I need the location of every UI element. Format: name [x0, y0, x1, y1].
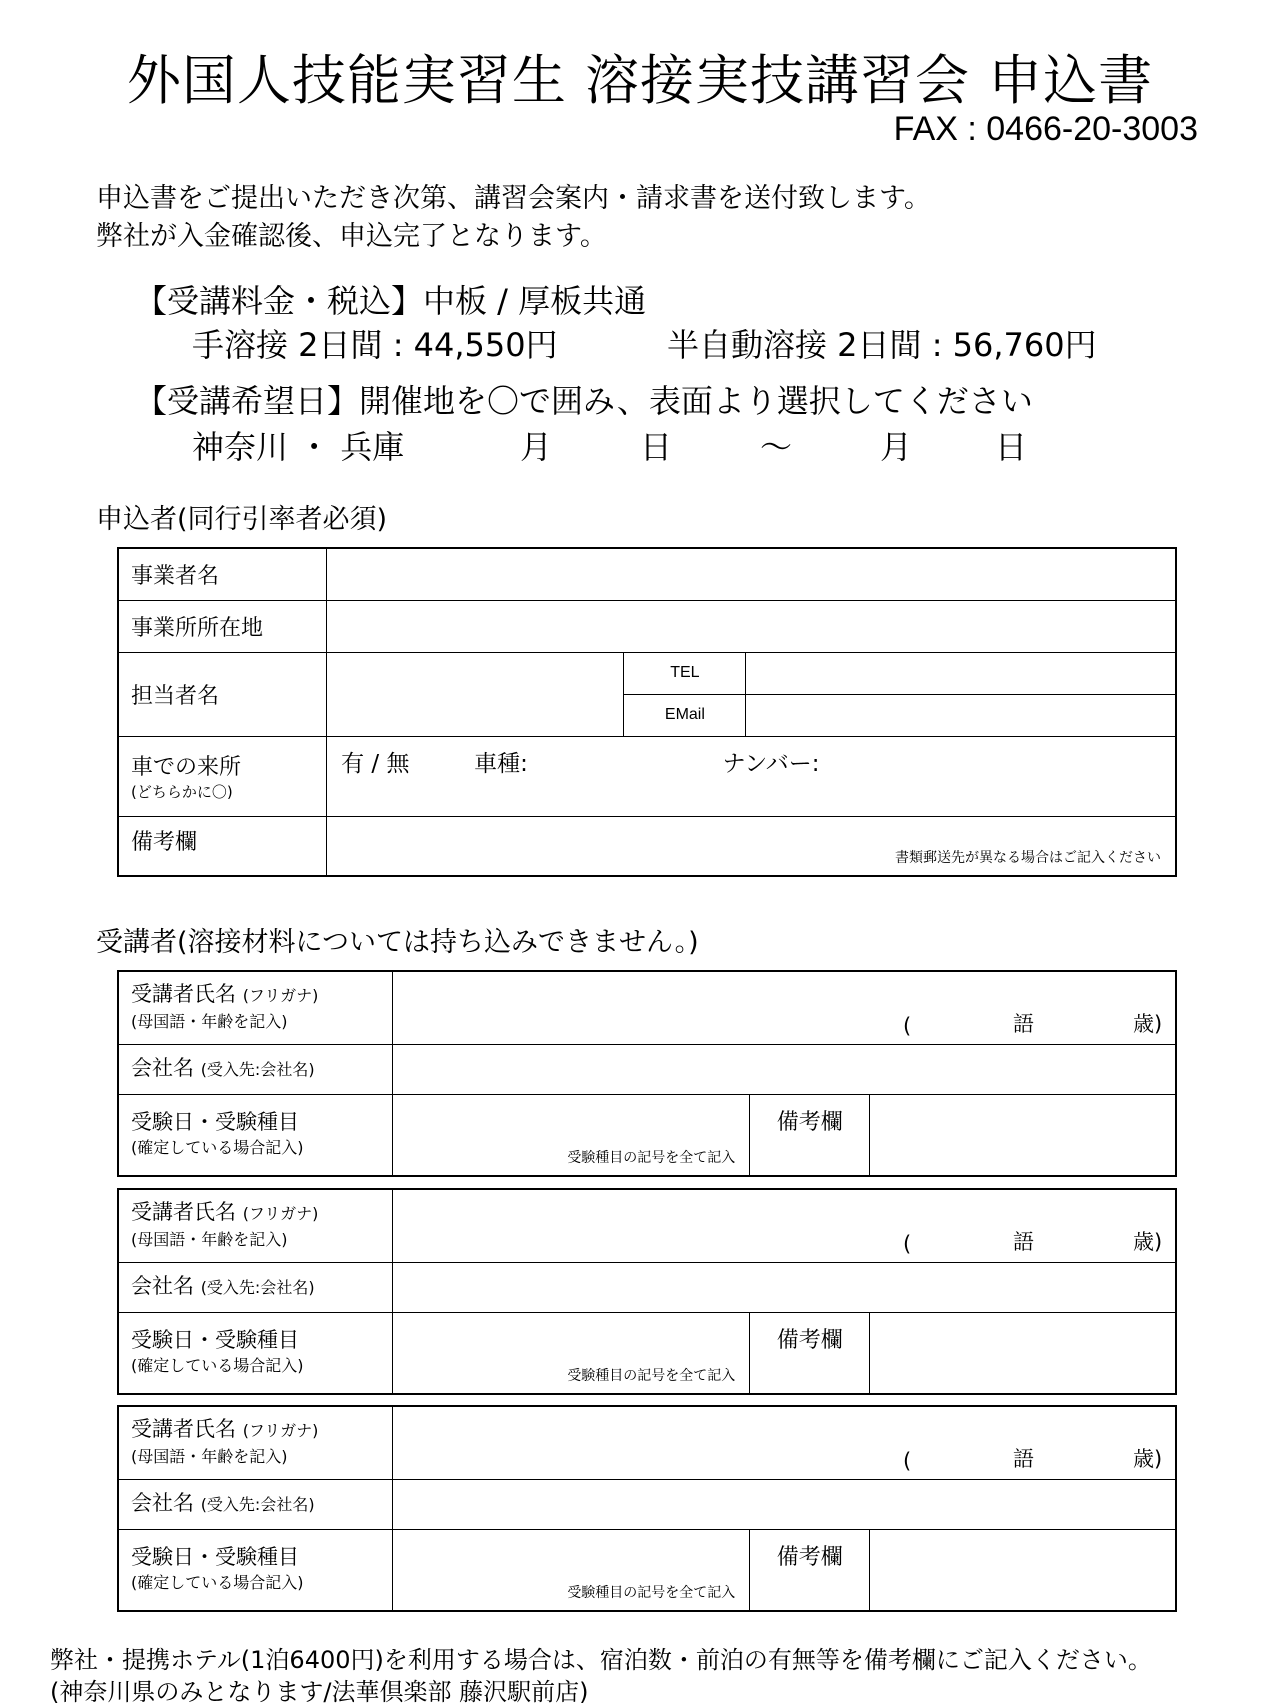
trainee-company-field[interactable] [393, 1479, 1176, 1529]
trainee-name-field[interactable] [393, 971, 1176, 1044]
trainee-remarks-label: 備考欄 [750, 1529, 870, 1611]
age-open-paren: ( [903, 1231, 912, 1256]
trainee-furigana-label: (フリガナ) [242, 985, 319, 1005]
trainee-name-field[interactable] [393, 1189, 1176, 1262]
trainee-exam-sub-label: (確定している場合記入) [131, 1137, 304, 1157]
trainee-name-label-cell [118, 1406, 393, 1479]
hotel-note: 弊社・提携ホテル(1泊6400円)を利用する場合は、宿泊数・前泊の有無等を備考欄にご記入ください。 [50, 1646, 1152, 1674]
address-row [118, 600, 1176, 652]
fee-semi-auto-welding: 半自動溶接 2日間 : 56,760円 [667, 326, 1097, 364]
applicant-table [117, 547, 1177, 877]
trainee-company-label-cell [118, 1044, 393, 1094]
trainee-table [117, 1188, 1177, 1395]
trainee-company-sub-label: (受入先:会社名) [200, 1278, 315, 1297]
trainee-exam-row [118, 1094, 1176, 1176]
trainee-company-row [118, 1044, 1176, 1094]
trainee-company-row [118, 1479, 1176, 1529]
trainee-company-label-cell [118, 1479, 393, 1529]
trainee-company-label: 会社名 [131, 1274, 194, 1298]
car-sub-label: (どちらかに〇) [131, 783, 233, 801]
car-type-label: 車種: [474, 750, 528, 777]
date-heading: 【受講希望日】開催地を〇で囲み、表面より選択してください [135, 382, 1033, 420]
age-label: 歳) [1133, 1011, 1163, 1036]
trainee-remarks-label: 備考欄 [750, 1312, 870, 1394]
trainee-exam-label-cell [118, 1312, 393, 1394]
start-day-label: 日 [640, 428, 673, 466]
trainee-table [117, 970, 1177, 1177]
fee-hand-welding: 手溶接 2日間 : 44,550円 [192, 326, 558, 364]
car-options[interactable]: 有 / 無 [341, 750, 410, 777]
trainee-company-label: 会社名 [131, 1491, 194, 1515]
trainee-company-label: 会社名 [131, 1056, 194, 1080]
trainee-name-label: 受講者氏名 [131, 1199, 236, 1224]
company-name-label: 事業者名 [118, 548, 327, 600]
contact-name-label: 担当者名 [118, 652, 327, 736]
address-field[interactable] [327, 600, 1176, 652]
trainee-company-field[interactable] [393, 1044, 1176, 1094]
venue-options[interactable]: 神奈川 ・ 兵庫 [192, 428, 405, 466]
applicant-remarks-label: 備考欄 [118, 816, 327, 876]
end-day-label: 日 [995, 428, 1028, 466]
trainee-furigana-label: (フリガナ) [242, 1420, 319, 1440]
contact-row [118, 652, 1176, 694]
company-name-row [118, 548, 1176, 600]
trainee-company-row [118, 1262, 1176, 1312]
applicant-section-title: 申込者(同行引率者必須) [96, 504, 388, 535]
trainee-name-field[interactable] [393, 1406, 1176, 1479]
date-range-tilde: ～ [760, 428, 793, 466]
trainee-remarks-field[interactable] [870, 1094, 1176, 1176]
trainee-company-label-cell [118, 1262, 393, 1312]
language-label: 語 [1013, 1446, 1035, 1471]
age-label: 歳) [1133, 1446, 1163, 1471]
tel-label: TEL [624, 652, 746, 694]
trainee-exam-row [118, 1312, 1176, 1394]
trainee-exam-sub-label: (確定している場合記入) [131, 1355, 304, 1375]
trainee-exam-label-cell [118, 1529, 393, 1611]
company-name-field[interactable] [327, 548, 1176, 600]
trainee-remarks-field[interactable] [870, 1312, 1176, 1394]
trainee-name-label-cell [118, 1189, 393, 1262]
age-open-paren: ( [903, 1448, 912, 1473]
trainee-exam-field[interactable] [393, 1094, 750, 1176]
tel-field[interactable] [746, 652, 1176, 694]
trainee-company-sub-label: (受入先:会社名) [200, 1060, 315, 1079]
trainee-name-row [118, 1189, 1176, 1262]
trainee-exam-row [118, 1529, 1176, 1611]
trainee-name-row [118, 971, 1176, 1044]
trainee-remarks-field[interactable] [870, 1529, 1176, 1611]
applicant-remarks-note: 書類郵送先が異なる場合はご記入ください [895, 850, 1161, 866]
trainee-exam-note: 受験種目の記号を全て記入 [567, 1150, 736, 1166]
contact-name-field[interactable] [327, 652, 624, 736]
applicant-remarks-row [118, 816, 1176, 876]
trainee-exam-label-cell [118, 1094, 393, 1176]
trainee-exam-field[interactable] [393, 1312, 750, 1394]
address-label: 事業所所在地 [118, 600, 327, 652]
trainee-exam-note: 受験種目の記号を全て記入 [567, 1368, 736, 1384]
trainee-name-row [118, 1406, 1176, 1479]
fax-number: FAX : 0466-20-3003 [893, 110, 1198, 148]
trainee-furigana-label: (フリガナ) [242, 1203, 319, 1223]
applicant-remarks-field[interactable] [327, 816, 1176, 876]
trainee-company-sub-label: (受入先:会社名) [200, 1495, 315, 1514]
trainee-exam-sub-label: (確定している場合記入) [131, 1572, 304, 1592]
car-field[interactable] [327, 736, 1176, 816]
trainee-section-title: 受講者(溶接材料については持ち込みできません。) [96, 927, 699, 958]
car-label: 車での来所 [131, 755, 242, 780]
trainee-exam-label: 受験日・受験種目 [131, 1544, 299, 1569]
car-number-label: ナンバー: [722, 750, 820, 777]
start-month-label: 月 [520, 428, 553, 466]
trainee-name-label: 受講者氏名 [131, 1416, 236, 1441]
trainee-name-sub-label: (母国語・年齢を記入) [131, 1229, 288, 1249]
page-title: 外国人技能実習生 溶接実技講習会 申込書 [126, 49, 1154, 112]
trainee-exam-label: 受験日・受験種目 [131, 1327, 299, 1352]
fee-heading: 【受講料金・税込】中板 / 厚板共通 [135, 282, 647, 320]
email-label: EMail [624, 694, 746, 736]
trainee-exam-label: 受験日・受験種目 [131, 1109, 299, 1134]
car-label-cell [118, 736, 327, 816]
trainee-name-label: 受講者氏名 [131, 981, 236, 1006]
trainee-table [117, 1405, 1177, 1612]
trainee-company-field[interactable] [393, 1262, 1176, 1312]
trainee-name-sub-label: (母国語・年齢を記入) [131, 1446, 288, 1466]
hotel-note-sub: (神奈川県のみとなります/法華倶楽部 藤沢駅前店) [50, 1678, 589, 1706]
trainee-exam-field[interactable] [393, 1529, 750, 1611]
intro-line-2: 弊社が入金確認後、申込完了となります。 [96, 221, 607, 252]
trainee-exam-note: 受験種目の記号を全て記入 [567, 1585, 736, 1601]
trainee-name-sub-label: (母国語・年齢を記入) [131, 1011, 288, 1031]
car-row [118, 736, 1176, 816]
trainee-name-label-cell [118, 971, 393, 1044]
intro-line-1: 申込書をご提出いただき次第、講習会案内・請求書を送付致します。 [96, 183, 931, 214]
end-month-label: 月 [880, 428, 913, 466]
language-label: 語 [1013, 1229, 1035, 1254]
age-label: 歳) [1133, 1229, 1163, 1254]
age-open-paren: ( [903, 1013, 912, 1038]
trainee-remarks-label: 備考欄 [750, 1094, 870, 1176]
language-label: 語 [1013, 1011, 1035, 1036]
email-field[interactable] [746, 694, 1176, 736]
